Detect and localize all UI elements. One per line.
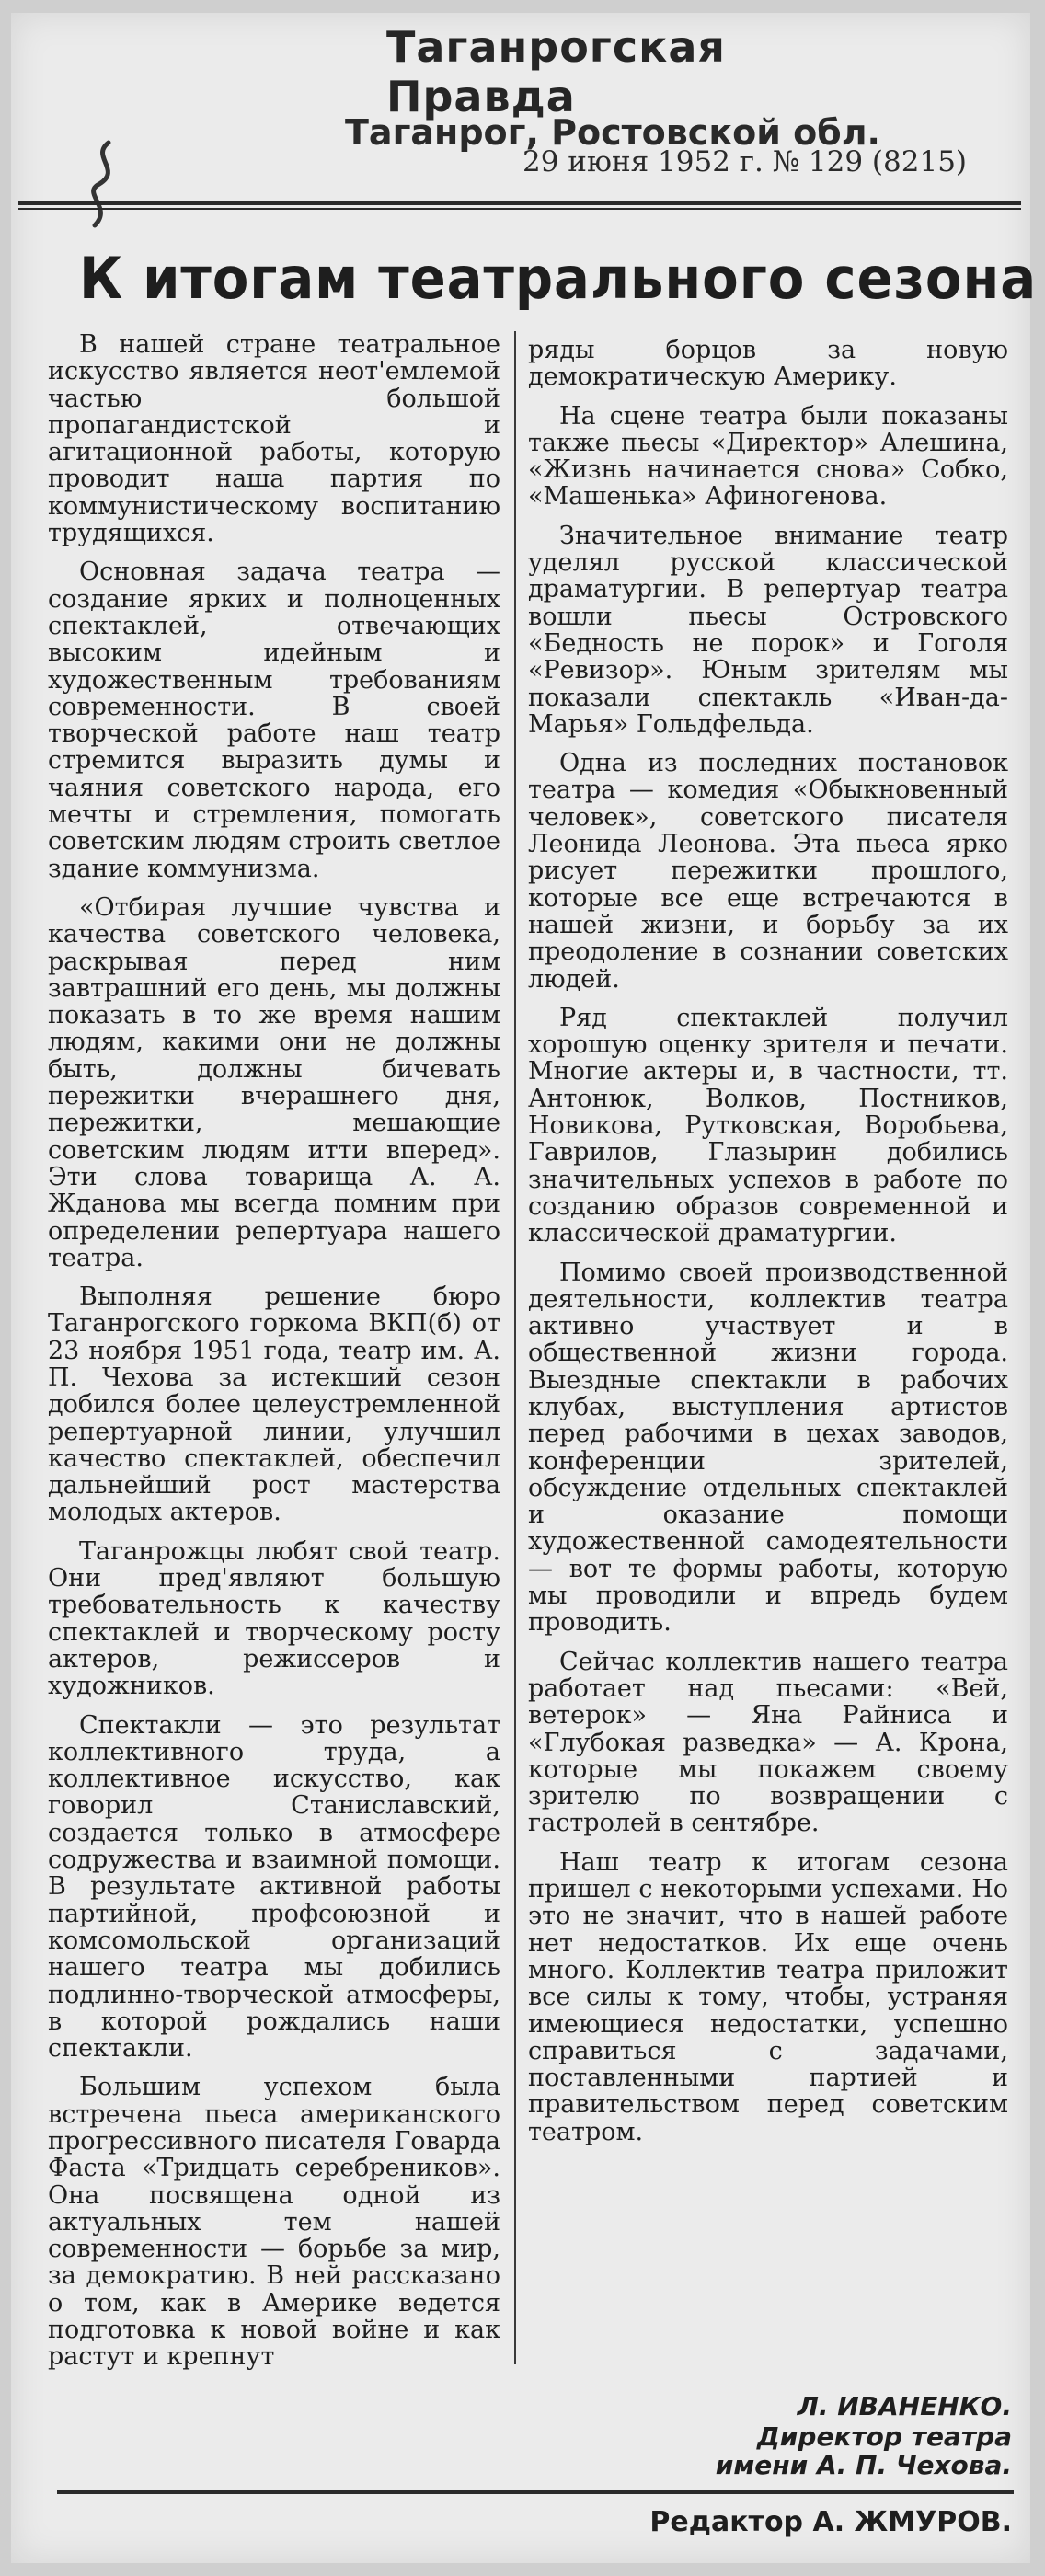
article-paragraph: Наш театр к итогам сезона пришел с некоторыми успехами. Но это не значит, что в нашей работе нет недостатков. Их еще очень много. Коллектив театра приложит все силы к тому, чтобы, устраняя имеющиеся недостатки, успешно справиться с задачами, поставленными партией и правительством перед советским театром. (528, 1847, 1008, 2146)
city-line: Таганрог, Ростовской обл. (345, 112, 880, 153)
bottom-rule (57, 2490, 1014, 2494)
top-rule-thin (18, 208, 1021, 210)
article-paragraph: Спектакли — это результат коллективного труда, а коллективное искусство, как говорил Станиславский, создается только в атмосфере содружества и взаимной помощи. В результате активной работы партийной, профсоюзной и комсомольской организаций нашего театра мы добились подлинно-творческой атмосферы, в которой рождались наши спектакли. (48, 1710, 500, 2064)
author-role: Директор театра (756, 2421, 1012, 2452)
article-column-left (48, 331, 500, 2383)
article-paragraph: Основная задача театра — создание ярких и полноценных спектаклей, отвечающих высоким идейным и художественным требованиям современности. В своей творческой работе наш театр стремится выразить думы и чаяния советского народа, его мечты и стремления, помогать советским людям строить светлое здание коммунизма. (48, 558, 500, 883)
article-paragraph: Таганрожцы любят свой театр. Они пред'являют большую требовательность к качеству спектаклей и творческому росту актеров, режиссеров и художников. (48, 1536, 500, 1701)
article-paragraph: Выполняя решение бюро Таганрогского горкома ВКП(б) от 23 ноября 1951 года, театр им. А. П. Чехова за истекший сезон добился более целеустремленной репертуарной линии, улучшил качество спектаклей, обеспечил дальнейший рост мастерства молодых актеров. (48, 1282, 500, 1527)
author-signature (644, 2392, 1012, 2479)
article-paragraph: ряды борцов за новую демократическую Америку. (528, 336, 1008, 392)
column-divider (514, 331, 516, 2364)
editor-line: Редактор А. ЖМУРОВ. (649, 2506, 1012, 2538)
newspaper-masthead: Таганрогская Правда (386, 22, 726, 121)
author-name: Л. ИВАНЕНКО. (797, 2391, 1012, 2421)
top-rule (18, 201, 1021, 205)
article-paragraph: Большим успехом была встречена пьеса американского прогрессивного писателя Говарда Фаста «Тридцать серебреников». Она посвящена одной из актуальных тем нашей современности — борьбе за мир, за демократию. В ней рассказано о том, как в Америке ведется подготовка к новой войне и как растут и крепнут (48, 2073, 500, 2372)
article-paragraph: На сцене театра были показаны также пьесы «Директор» Алешина, «Жизнь начинается снова» Собко, «Машенька» Афиногенова. (528, 401, 1008, 512)
article-paragraph: Значительное внимание театр уделял русской классической драматургии. В репертуар театра вошли пьесы Островского «Бедность не порок» и Гоголя «Ревизор». Юным зрителям мы показали спектакль «Иван-да-Марья» Гольдфельда. (528, 521, 1008, 739)
article-paragraph: Сейчас коллектив нашего театра работает над пьесами: «Вей, ветерок» — Яна Райниса и «Глубокая разведка» — А. Крона, которые мы покажем своему зрителю по возвращении с гастролей в сентябре. (528, 1647, 1008, 1838)
pencil-mark-icon (72, 138, 136, 239)
author-role-theatre: имени А. П. Чехова. (715, 2450, 1012, 2480)
article-headline: К итогам театрального сезона (79, 245, 1038, 312)
article-paragraph: Помимо своей производственной деятельности, коллектив театра активно участвует и в общественной жизни города. Выездные спектакли в рабочих клубах, выступления артистов перед рабочими в цехах заводов, конференции зрителей, обсуждение отдельных спектаклей и оказание помощи художественной самодеятельности — вот те формы работы, которую мы проводили и впредь будем проводить. (528, 1258, 1008, 1638)
article-paragraph: «Отбирая лучшие чувства и качества советского человека, раскрывая перед ним завтрашний его день, мы должны показать в то же время нашим людям, какими они не должны быть, должны бичевать пережитки вчерашнего дня, пережитки, мешающие советским людям итти вперед». Эти слова товарища А. А. Жданова мы всегда помним при определении репертуара нашего театра. (48, 892, 500, 1272)
article-paragraph: Ряд спектаклей получил хорошую оценку зрителя и печати. Многие актеры и, в частности, тт. Антонюк, Волков, Постников, Новикова, Рутковская, Воробьева, Гаврилов, Глазырин добились значительных успехов в работе по созданию образов современной и классической драматургии. (528, 1003, 1008, 1248)
article-paragraph: В нашей стране театральное искусство является неот'емлемой частью большой пропагандистской и агитационной работы, которую проводит наша партия по коммунистическому воспитанию трудящихся. (48, 330, 500, 548)
issue-dateline: 29 июня 1952 г. № 129 (8215) (522, 145, 968, 178)
article-paragraph: Одна из последних постановок театра — комедия «Обыкновенный человек», советского писателя Леонида Леонова. Эта пьеса ярко рисует пережитки прошлого, которые все еще встречаются в нашей жизни, и борьбу за их преодоление в сознании советских людей. (528, 749, 1008, 994)
article-column-right (528, 337, 1008, 2157)
